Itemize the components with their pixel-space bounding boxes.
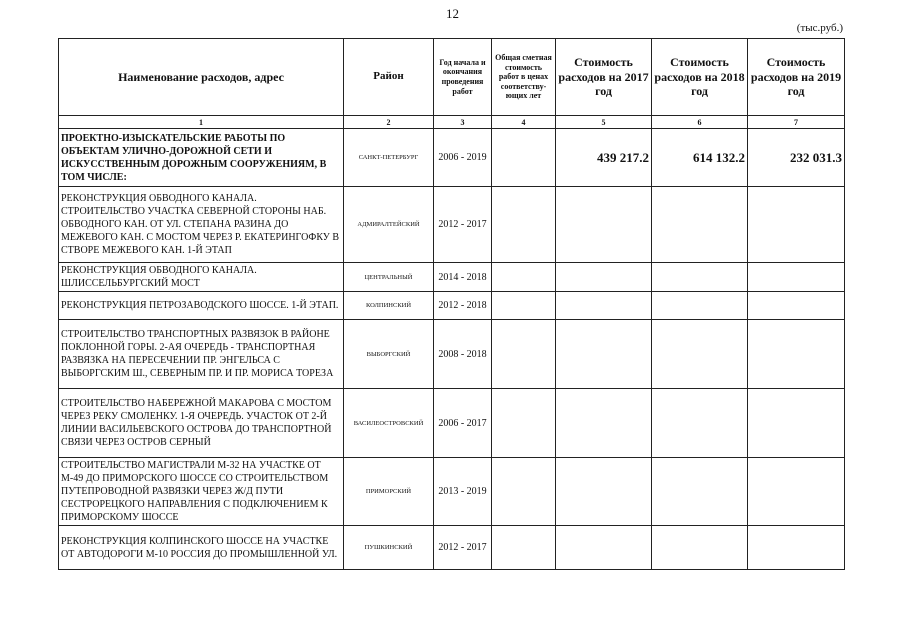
row-cost-2017 — [556, 292, 652, 320]
row-cost-2018 — [652, 458, 748, 526]
row-cost-2017 — [556, 389, 652, 458]
row-district: АДМИРАЛТЕЙСКИЙ — [344, 187, 434, 263]
row-cost-2019 — [748, 263, 845, 292]
header-cost-2017: Стоимость расходов на 2017 год — [556, 39, 652, 116]
row-estimate — [492, 187, 556, 263]
row-years: 2012 - 2017 — [434, 187, 492, 263]
column-number-row — [59, 116, 845, 129]
row-district: ВЫБОРГСКИЙ — [344, 320, 434, 389]
row-district: ПУШКИНСКИЙ — [344, 526, 434, 570]
table-row — [59, 320, 845, 389]
row-district: КОЛПИНСКИЙ — [344, 292, 434, 320]
header-cost-2019: Стоимость расходов на 2019 год — [748, 39, 845, 116]
row-estimate — [492, 292, 556, 320]
column-number: 1 — [59, 116, 344, 129]
row-cost-2018 — [652, 263, 748, 292]
row-years: 2006 - 2019 — [434, 129, 492, 187]
row-estimate — [492, 389, 556, 458]
row-cost-2017 — [556, 187, 652, 263]
row-name: ПРОЕКТНО-ИЗЫСКАТЕЛЬСКИЕ РАБОТЫ ПО ОБЪЕКТАМ УЛИЧНО-ДОРОЖНОЙ СЕТИ И ИСКУССТВЕННЫМ ДОРОЖНЫМ СООРУЖЕНИЯМ, В ТОМ ЧИСЛЕ: — [59, 129, 344, 187]
row-cost-2019 — [748, 292, 845, 320]
column-number: 4 — [492, 116, 556, 129]
row-name: РЕКОНСТРУКЦИЯ ОБВОДНОГО КАНАЛА. СТРОИТЕЛЬСТВО УЧАСТКА СЕВЕРНОЙ СТОРОНЫ НАБ. ОБВОДНОГО КАН. ОТ УЛ. СТЕПАНА РАЗИНА ДО МЕЖЕВОГО КАН. С МОСТОМ ЧЕРЕЗ Р. ЕКАТЕРИНГОФКУ В СТВОРЕ МЕЖЕВОГО КАН. 1-Й ЭТАП — [59, 187, 344, 263]
table-row — [59, 292, 845, 320]
row-cost-2018: 614 132.2 — [652, 129, 748, 187]
row-district: САНКТ-ПЕТЕРБУРГ — [344, 129, 434, 187]
row-estimate — [492, 129, 556, 187]
row-cost-2017: 439 217.2 — [556, 129, 652, 187]
row-cost-2019 — [748, 389, 845, 458]
table-row — [59, 263, 845, 292]
row-cost-2018 — [652, 187, 748, 263]
row-cost-2018 — [652, 292, 748, 320]
header-estimate: Общая сметная стоимость работ в ценах соответству-ющих лет — [492, 39, 556, 116]
row-cost-2018 — [652, 389, 748, 458]
row-cost-2017 — [556, 458, 652, 526]
row-cost-2019 — [748, 458, 845, 526]
row-cost-2017 — [556, 526, 652, 570]
row-years: 2006 - 2017 — [434, 389, 492, 458]
table-row — [59, 187, 845, 263]
header-district: Район — [344, 39, 434, 116]
row-years: 2013 - 2019 — [434, 458, 492, 526]
row-district: ЦЕНТРАЛЬНЫЙ — [344, 263, 434, 292]
row-name: РЕКОНСТРУКЦИЯ КОЛПИНСКОГО ШОССЕ НА УЧАСТКЕ ОТ АВТОДОРОГИ М-10 РОССИЯ ДО ПРОМЫШЛЕННОЙ УЛ. — [59, 526, 344, 570]
row-district: ВАСИЛЕОСТРОВСКИЙ — [344, 389, 434, 458]
column-number: 7 — [748, 116, 845, 129]
row-name: РЕКОНСТРУКЦИЯ ОБВОДНОГО КАНАЛА. ШЛИССЕЛЬБУРГСКИЙ МОСТ — [59, 263, 344, 292]
table-row — [59, 526, 845, 570]
row-cost-2019: 232 031.3 — [748, 129, 845, 187]
row-cost-2017 — [556, 263, 652, 292]
column-number: 5 — [556, 116, 652, 129]
table-row — [59, 458, 845, 526]
row-years: 2014 - 2018 — [434, 263, 492, 292]
row-years: 2008 - 2018 — [434, 320, 492, 389]
row-name: СТРОИТЕЛЬСТВО НАБЕРЕЖНОЙ МАКАРОВА С МОСТОМ ЧЕРЕЗ РЕКУ СМОЛЕНКУ. 1-Я ОЧЕРЕДЬ. УЧАСТОК ОТ 2-Й ЛИНИИ ВАСИЛЬЕВСКОГО ОСТРОВА ДО ТРАНСПОРТНОЙ СВЯЗИ ЧЕРЕЗ ОСТРОВ СЕРНЫЙ — [59, 389, 344, 458]
table-row — [59, 389, 845, 458]
page-number: 12 — [446, 6, 459, 21]
header-years: Год начала и окончания проведения работ — [434, 39, 492, 116]
row-cost-2018 — [652, 526, 748, 570]
row-name: СТРОИТЕЛЬСТВО МАГИСТРАЛИ М-32 НА УЧАСТКЕ ОТ М-49 ДО ПРИМОРСКОГО ШОССЕ СО СТРОИТЕЛЬСТВОМ ПУТЕПРОВОДНОЙ РАЗВЯЗКИ ЧЕРЕЗ Ж/Д ПУТИ СЕСТРОРЕЦКОГО НАПРАВЛЕНИЯ С ПОДКЛЮЧЕНИЕМ К ПРИМОРСКОМУ ШОССЕ — [59, 458, 344, 526]
row-cost-2017 — [556, 320, 652, 389]
header-row — [59, 39, 845, 116]
row-estimate — [492, 263, 556, 292]
row-years: 2012 - 2018 — [434, 292, 492, 320]
column-number: 3 — [434, 116, 492, 129]
row-cost-2018 — [652, 320, 748, 389]
row-cost-2019 — [748, 187, 845, 263]
row-cost-2019 — [748, 320, 845, 389]
column-number: 2 — [344, 116, 434, 129]
row-estimate — [492, 458, 556, 526]
row-estimate — [492, 320, 556, 389]
header-cost-2018: Стоимость расходов на 2018 год — [652, 39, 748, 116]
row-years: 2012 - 2017 — [434, 526, 492, 570]
row-name: СТРОИТЕЛЬСТВО ТРАНСПОРТНЫХ РАЗВЯЗОК В РАЙОНЕ ПОКЛОННОЙ ГОРЫ. 2-АЯ ОЧЕРЕДЬ - ТРАНСПОРТНАЯ РАЗВЯЗКА НА ПЕРЕСЕЧЕНИИ ПР. ЭНГЕЛЬСА С ВЫБОРГСКИМ Ш., СЕВЕРНЫМ ПР. И ПР. МОРИСА ТОРЕЗА — [59, 320, 344, 389]
row-estimate — [492, 526, 556, 570]
header-name: Наименование расходов, адрес — [59, 39, 344, 116]
units-label: (тыс.руб.) — [796, 22, 843, 34]
row-district: ПРИМОРСКИЙ — [344, 458, 434, 526]
row-name: РЕКОНСТРУКЦИЯ ПЕТРОЗАВОДСКОГО ШОССЕ. 1-Й ЭТАП. — [59, 292, 344, 320]
row-cost-2019 — [748, 526, 845, 570]
column-number: 6 — [652, 116, 748, 129]
expenses-table — [58, 38, 845, 570]
table-row-total — [59, 129, 845, 187]
